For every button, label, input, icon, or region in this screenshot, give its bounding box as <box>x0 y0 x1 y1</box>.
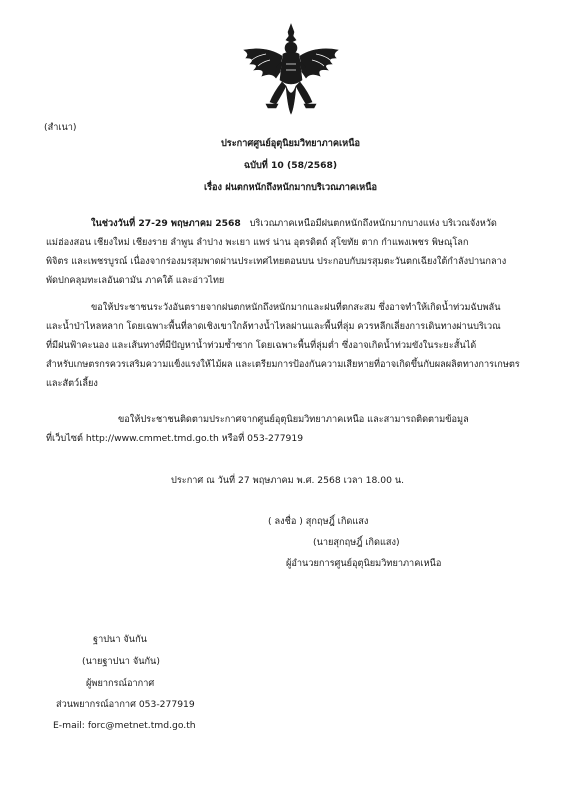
warning-line-1: ขอให้ประชาชนระวังอันตรายจากฝนตกหนักถึงหนักมากและฝนที่ตกสะสม ซึ่งอาจทำให้เกิดน้ำท่วมฉับพลัน <box>91 302 501 313</box>
forecaster-phone: ส่วนพยากรณ์อากาศ 053-277919 <box>56 699 195 710</box>
announcement-date: ประกาศ ณ วันที่ 27 พฤษภาคม พ.ศ. 2568 เวลา 18.00 น. <box>171 475 405 486</box>
announcement-subject: เรื่อง ฝนตกหนักถึงหนักมากบริเวณภาคเหนือ <box>203 182 378 193</box>
garuda-emblem-icon <box>236 22 346 122</box>
announcement-title: ประกาศศูนย์อุตุนิยมวิทยาภาคเหนือ <box>220 138 361 149</box>
warning-line-3: ที่มีฝนฟ้าคะนอง และเส้นทางที่มีปัญหาน้ำท่วมซ้ำซาก โดยเฉพาะพื้นที่ลุ่มต่ำ ซึ่งอาจเกิดน้ำท่วมขังในระยะสั้นได้ <box>46 340 477 351</box>
forecast-line-2: แม่ฮ่องสอน เชียงใหม่ เชียงราย ลำพูน ลำปาง พะเยา แพร่ น่าน อุตรดิตถ์ สุโขทัย ตาก กำแพงเพชร พิษณุโลก <box>46 237 469 248</box>
warning-line-5: และสัตว์เลี้ยง <box>46 378 98 389</box>
forecast-line-1: บริเวณภาคเหนือมีฝนตกหนักถึงหนักมากบางแห่ง บริเวณจังหวัด <box>249 218 497 229</box>
warning-line-2: และน้ำป่าไหลหลาก โดยเฉพาะพื้นที่ลาดเชิงเขาใกล้ทางน้ำไหลผ่านและพื้นที่ลุ่ม ควรหลีกเลี่ยงการเดินทางผ่านบริเวณ <box>46 321 501 332</box>
forecaster-email[interactable]: E-mail: forc@metnet.tmd.go.th <box>53 720 196 731</box>
forecaster-role: ผู้พยากรณ์อากาศ <box>86 678 155 689</box>
announcement-number: ฉบับที่ 10 (58/2568) <box>243 160 338 171</box>
forecaster-name: ฐาปนา จันกัน <box>93 634 147 645</box>
paragraph-warning <box>46 298 546 393</box>
paragraph-forecast <box>46 214 546 290</box>
forecaster-full-name: (นายฐาปนา จันกัน) <box>82 656 160 667</box>
paragraph-followup <box>46 410 546 448</box>
signature-signed: ( ลงชื่อ ) สุกฤษฎิ์ เกิดแสง <box>268 516 369 527</box>
forecast-period: ในช่วงวันที่ 27-29 พฤษภาคม 2568 <box>91 218 241 229</box>
signature-name: (นายสุกฤษฎิ์ เกิดแสง) <box>313 537 400 548</box>
forecast-line-3: พิจิตร และเพชรบูรณ์ เนื่องจากร่องมรสุมพาดผ่านประเทศไทยตอนบน ประกอบกับมรสุมตะวันตกเฉียงใต้กำลังปานกลาง <box>46 256 507 267</box>
followup-line-2: ที่เว็บไซต์ http://www.cmmet.tmd.go.th หรือที่ 053-277919 <box>46 433 304 444</box>
warning-line-4: สำหรับเกษตรกรควรเสริมความแข็งแรงให้ไม้ผล และเตรียมการป้องกันความเสียหายที่อาจเกิดขึ้นกับผลผลิตทางการเกษตร <box>46 359 520 370</box>
signature-position: ผู้อำนวยการศูนย์อุตุนิยมวิทยาภาคเหนือ <box>286 558 442 569</box>
copy-label: (สำเนา) <box>44 122 77 133</box>
forecast-line-4: พัดปกคลุมทะเลอันดามัน ภาคใต้ และอ่าวไทย <box>46 275 225 286</box>
followup-line-1: ขอให้ประชาชนติดตามประกาศจากศูนย์อุตุนิยมวิทยาภาคเหนือ และสามารถติดตามข้อมูล <box>118 414 469 425</box>
